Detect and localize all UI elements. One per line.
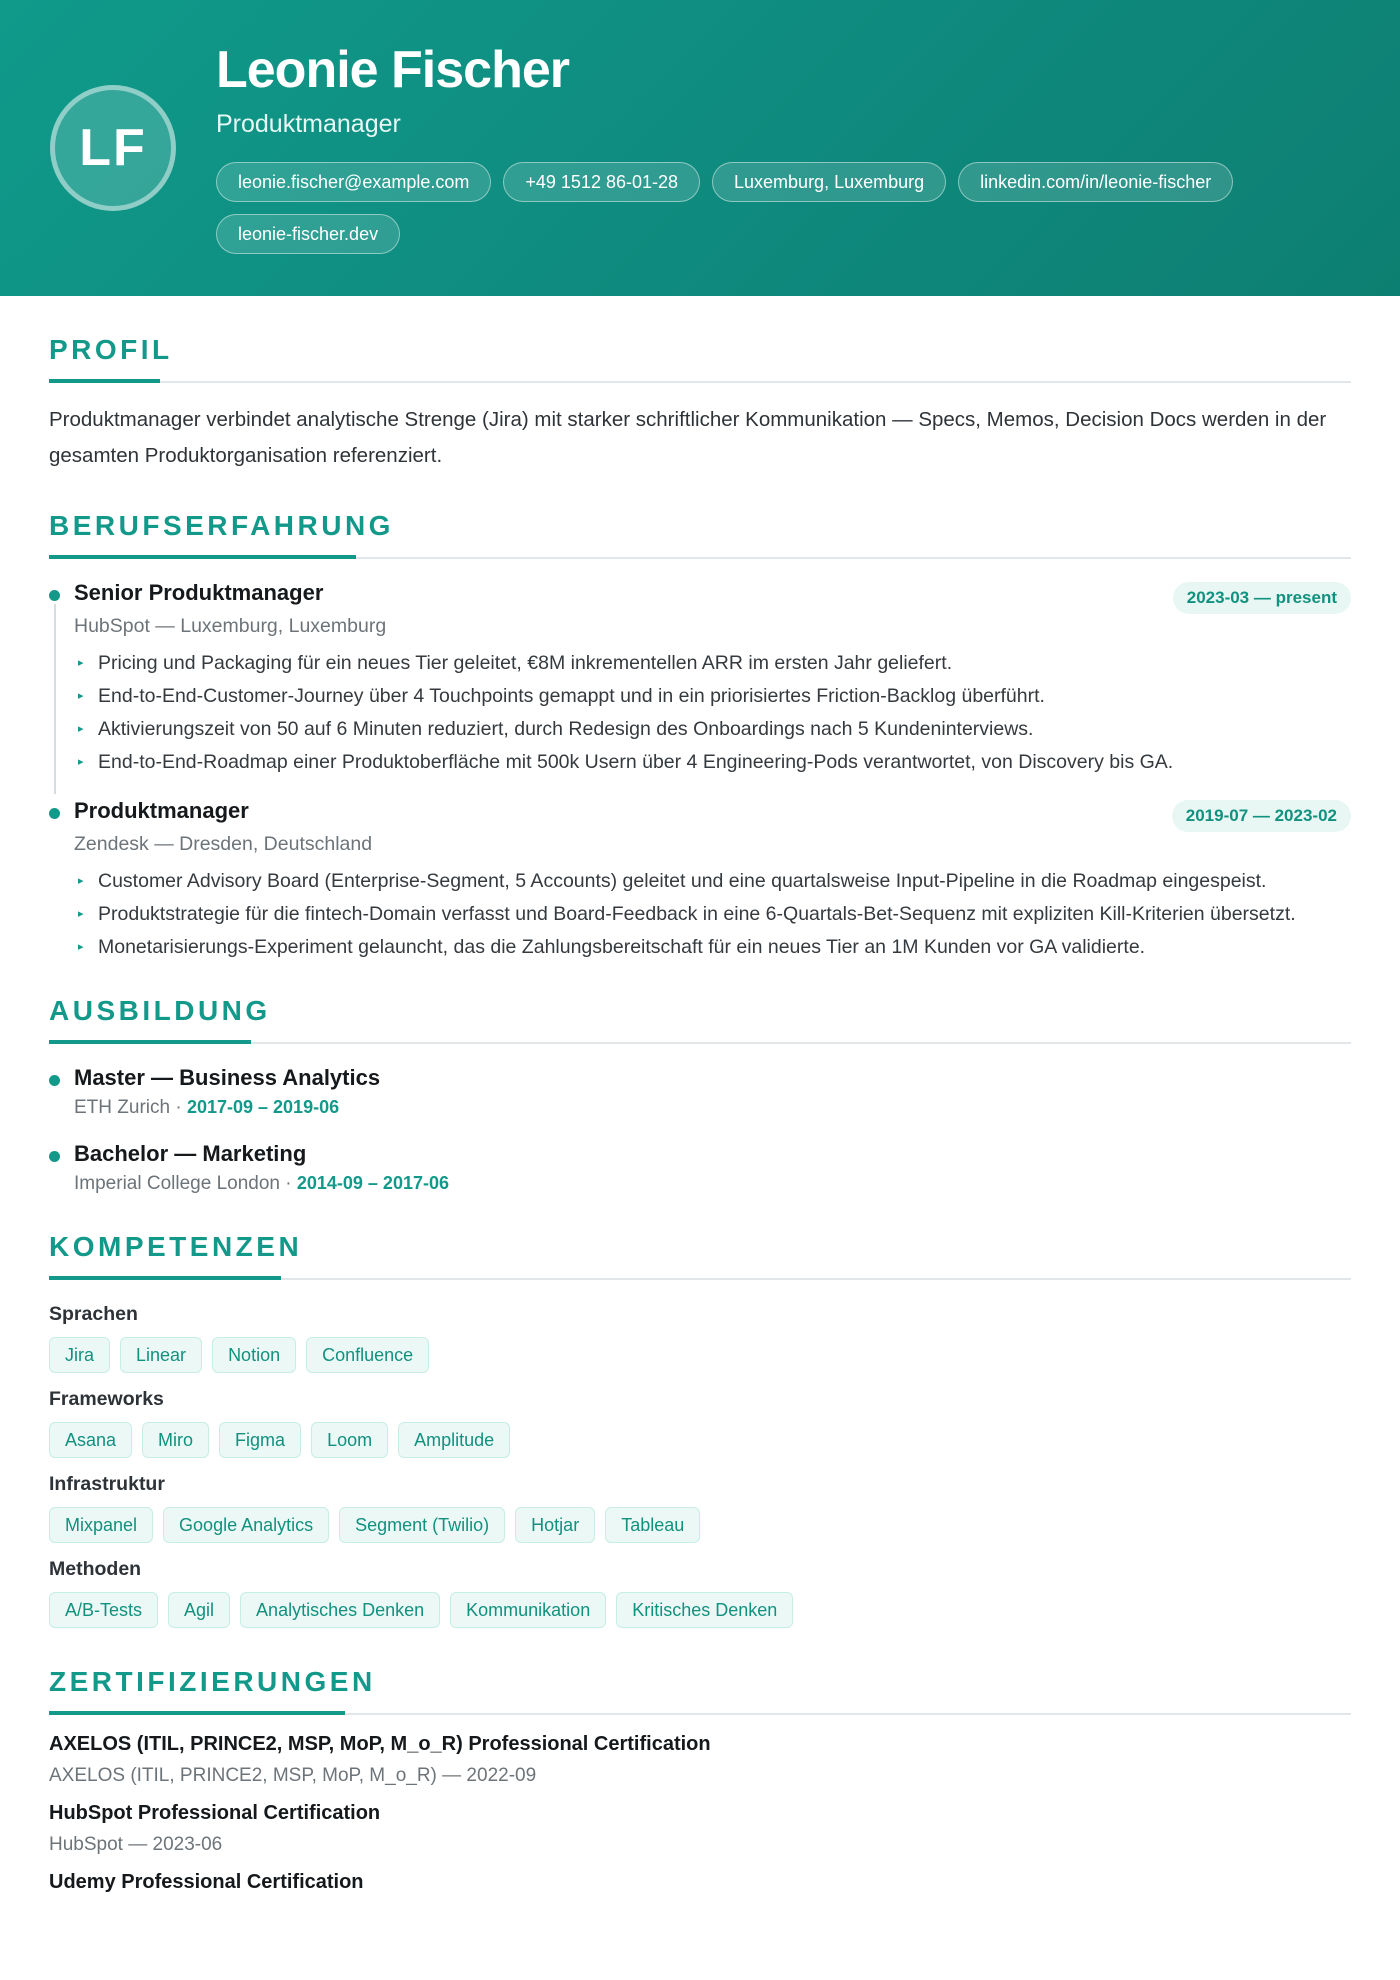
bullet-arrow-icon: ▸ [78,690,84,702]
skill-tag: Kritisches Denken [616,1592,793,1628]
skill-tag: Agil [168,1592,230,1628]
skill-tag: Miro [142,1422,209,1458]
bullet-text: End-to-End-Roadmap einer Produktoberfläche mit 500k Usern über 4 Engineering-Pods verantwortet, von Discovery bis GA. [98,751,1174,773]
skill-tag: Linear [120,1337,202,1373]
job-company: Zendesk — Dresden, Deutschland [74,833,373,855]
degree-title: Master — Business Analytics [74,1065,381,1090]
bullet-text: Produktstrategie für die fintech-Domain verfasst und Board-Feedback in eine 6-Quartals-Bet-Sequenz mit expliziten Kill-Kriterien übersetzt. [98,903,1296,925]
certification-meta: AXELOS (ITIL, PRINCE2, MSP, MoP, M_o_R) — 2022-09 [49,1765,537,1786]
skill-tag: Hotjar [515,1507,595,1543]
education-date: 2017-09 – 2019-06 [186,1097,340,1117]
timeline-dot [49,1075,60,1086]
skill-tag: Asana [49,1422,132,1458]
skill-group-label: Methoden [49,1558,142,1580]
skill-tag: Google Analytics [163,1507,329,1543]
section-title: ZERTIFIZIERUNGEN [49,1666,376,1697]
skill-group [49,1303,1351,1373]
education-date: 2014-09 – 2017-06 [296,1173,449,1193]
education-entry [49,1141,1351,1195]
bullet-arrow-icon: ▸ [78,875,84,887]
list-item [74,747,1351,778]
section-accent-bar [49,1276,281,1280]
resume-header [0,0,1400,296]
bullet-text: Pricing und Packaging für ein neues Tier geleitet, €8M inkrementellen ARR im ersten Jahr geliefert. [98,652,953,674]
candidate-name: Leonie Fischer [216,41,569,99]
skill-tag: Analytisches Denken [240,1592,440,1628]
certification-meta: HubSpot — 2023-06 [49,1834,223,1855]
timeline-dot [49,808,60,819]
timeline-line [54,604,56,794]
skill-group-label: Infrastruktur [49,1473,165,1495]
skill-group [49,1558,1351,1628]
avatar-initials: LF [79,119,147,177]
school-name: ETH Zurich [74,1097,171,1118]
bullet-arrow-icon: ▸ [78,941,84,953]
timeline-dot [49,590,60,601]
profile-summary: Produktmanager verbindet analytische Strenge (Jira) mit starker schriftlicher Kommunikation — Specs, Memos, Decision Docs werden in der gesamten Produktorganisation referenziert. [49,408,1327,467]
candidate-role: Produktmanager [216,110,401,138]
education-entry [49,1065,1351,1119]
timeline-dot [49,1151,60,1162]
list-item [74,899,1351,930]
skill-tags [49,1422,1351,1458]
list-item [74,648,1351,679]
job-entry [49,798,1351,963]
skill-tags [49,1507,1351,1543]
skill-tag: Notion [212,1337,296,1373]
section-title: PROFIL [49,334,173,365]
bullet-arrow-icon: ▸ [78,908,84,920]
contact-list [216,162,1296,254]
certification-title: AXELOS (ITIL, PRINCE2, MSP, MoP, M_o_R) Professional Certification [49,1733,711,1755]
skill-tag: Confluence [306,1337,429,1373]
bullet-text: Monetarisierungs-Experiment gelauncht, das die Zahlungsbereitschaft für ein neues Tier an 1M Kunden vor GA validierte. [98,936,1146,958]
job-entry [49,580,1351,778]
section-title: BERUFSERFAHRUNG [49,510,394,541]
section-header-skills [49,1193,1351,1279]
section-title: AUSBILDUNG [49,995,271,1026]
section-header-education [49,957,1351,1043]
resume-body [49,296,1351,1894]
education-meta [74,1173,1351,1195]
degree-title: Bachelor — Marketing [74,1141,307,1166]
skill-tag: Kommunikation [450,1592,606,1628]
skill-tag: Tableau [605,1507,700,1543]
section-header-certifications [49,1628,1351,1714]
bullet-text: Aktivierungszeit von 50 auf 6 Minuten reduziert, durch Redesign des Onboardings nach 5 Kundeninterviews. [98,718,1034,740]
bullet-arrow-icon: ▸ [78,756,84,768]
job-date-badge: 2019-07 — 2023-02 [1172,800,1351,832]
list-item [74,714,1351,745]
job-bullets [74,866,1351,963]
skill-tag: Figma [219,1422,301,1458]
list-item [74,866,1351,897]
job-title: Senior Produktmanager [74,580,324,605]
certification-title: Udemy Professional Certification [49,1871,364,1893]
skill-tag: Amplitude [398,1422,510,1458]
meta-separator: · [175,1097,187,1118]
section-divider [49,381,1351,383]
skill-tag: Jira [49,1337,110,1373]
section-header-profile [49,296,1351,382]
contact-email[interactable]: leonie.fischer@example.com [216,162,491,202]
meta-separator: · [285,1173,297,1194]
certification-title: HubSpot Professional Certification [49,1802,381,1824]
section-accent-bar [49,1040,251,1044]
job-bullets [74,648,1351,778]
job-title: Produktmanager [74,798,249,823]
skill-tag: Loom [311,1422,388,1458]
contact-phone[interactable]: +49 1512 86-01-28 [503,162,700,202]
section-header-experience [49,472,1351,558]
bullet-arrow-icon: ▸ [78,723,84,735]
contact-linkedin[interactable]: linkedin.com/in/leonie-fischer [958,162,1233,202]
bullet-text: End-to-End-Customer-Journey über 4 Touchpoints gemappt und in ein priorisiertes Friction-Backlog überführt. [98,685,1045,707]
bullet-arrow-icon: ▸ [78,657,84,669]
certification-entry [49,1733,1351,1787]
list-item [74,681,1351,712]
certification-entry [49,1871,1351,1894]
avatar [50,85,176,211]
skill-group [49,1388,1351,1458]
skill-group-label: Sprachen [49,1303,138,1325]
section-title: KOMPETENZEN [49,1231,303,1262]
skill-tag: Segment (Twilio) [339,1507,505,1543]
skill-group-label: Frameworks [49,1388,164,1410]
certification-entry [49,1802,1351,1856]
job-date-badge: 2023-03 — present [1173,582,1351,614]
skill-tag: Mixpanel [49,1507,153,1543]
skill-group [49,1473,1351,1543]
skill-tags [49,1337,1351,1373]
contact-website[interactable]: leonie-fischer.dev [216,214,400,254]
school-name: Imperial College London [74,1173,280,1194]
section-accent-bar [49,555,356,559]
job-company: HubSpot — Luxemburg, Luxemburg [74,615,387,637]
contact-location: Luxemburg, Luxemburg [712,162,946,202]
education-meta [74,1097,1351,1119]
skill-tag: A/B-Tests [49,1592,158,1628]
bullet-text: Customer Advisory Board (Enterprise-Segment, 5 Accounts) geleitet und eine quartalsweise Input-Pipeline in die Roadmap eingespeist. [98,870,1267,892]
skill-tags [49,1592,1351,1628]
section-accent-bar [49,379,160,383]
section-accent-bar [49,1711,345,1715]
